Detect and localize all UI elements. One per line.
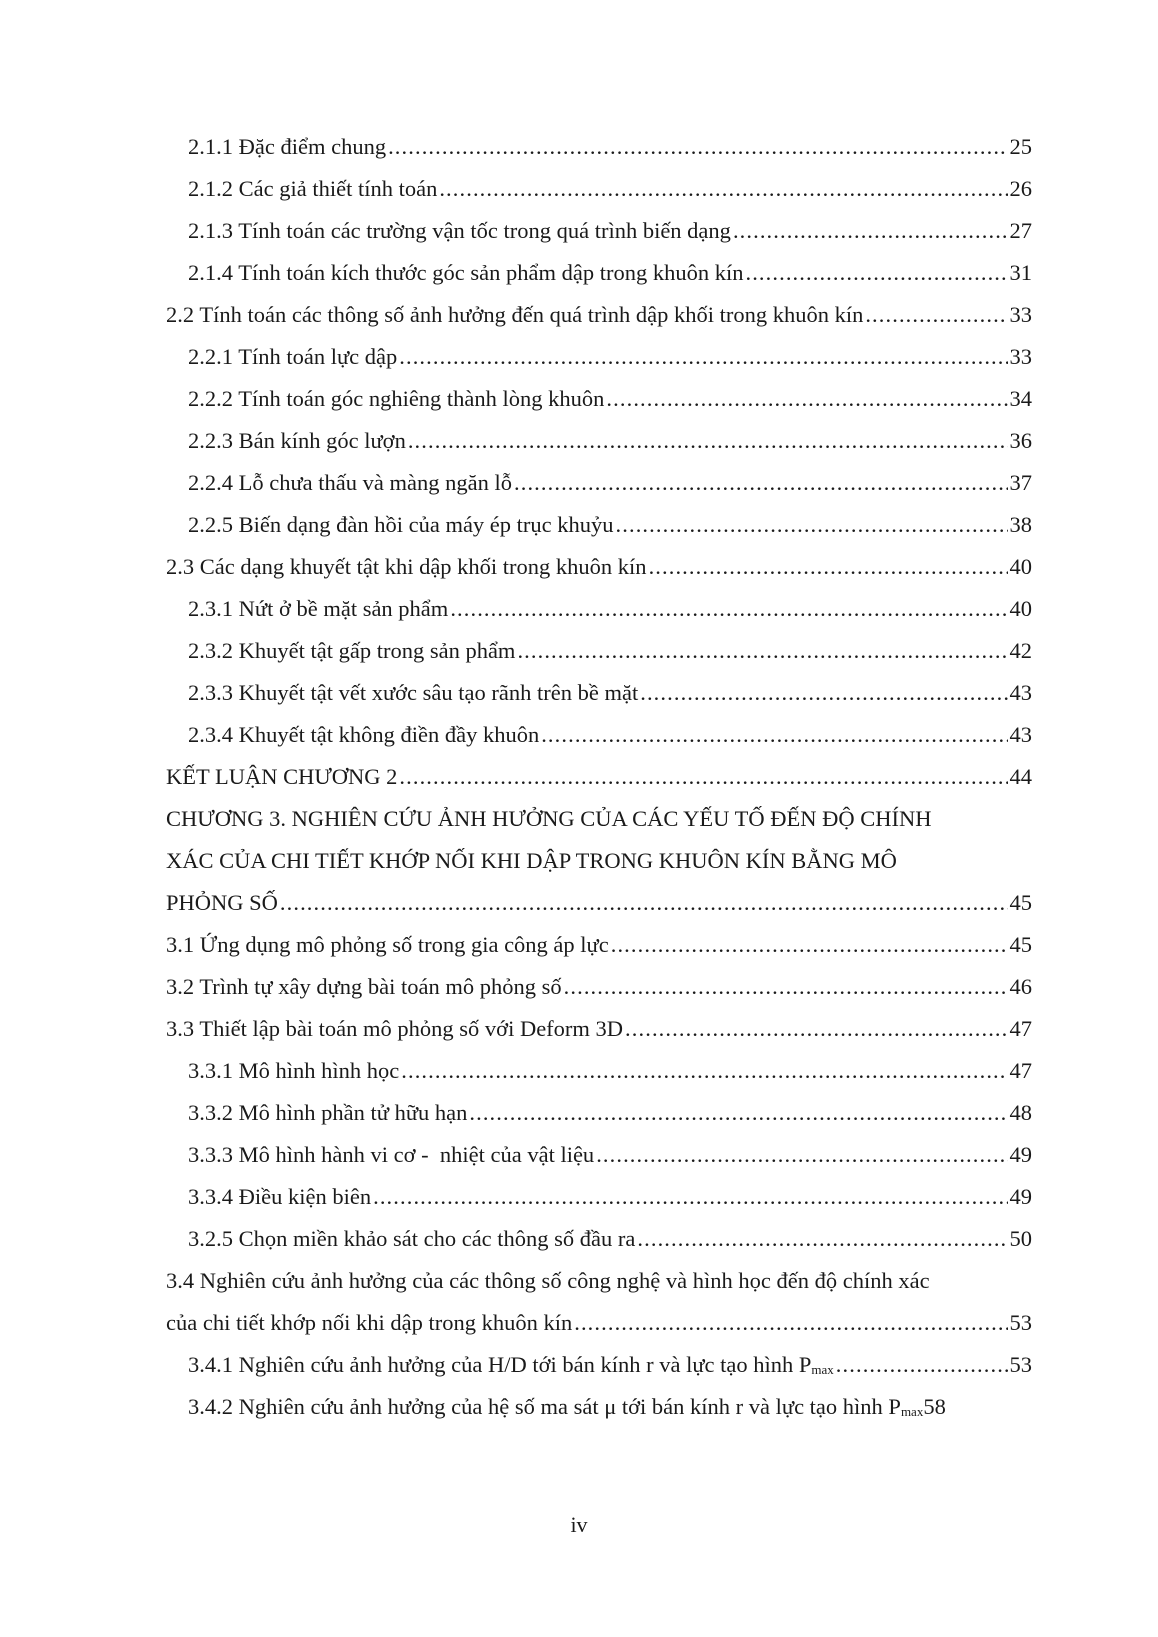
toc-entry-title: của chi tiết khớp nối khi dập trong khuôn kín [166, 1310, 573, 1335]
dot-leader [469, 1092, 1007, 1134]
toc-entry-title: 2.1.2 Các giả thiết tính toán [188, 176, 438, 201]
dot-leader [836, 1344, 1008, 1386]
toc-entry-page: 34 [1009, 386, 1032, 411]
toc-entry[interactable] [188, 1176, 1032, 1218]
toc-entry[interactable] [188, 252, 1032, 294]
dot-leader [388, 126, 1007, 168]
toc-entry-title: 3.3 Thiết lập bài toán mô phỏng số với Deform 3D [166, 1016, 624, 1041]
toc-entry-page: 48 [1009, 1100, 1032, 1125]
dot-leader [401, 1050, 1007, 1092]
toc-entry-title: 2.1.3 Tính toán các trường vận tốc trong quá trình biến dạng [188, 218, 731, 243]
toc-entry-page: 43 [1009, 680, 1032, 705]
toc-entry-page: 45 [1009, 932, 1032, 957]
toc-entry-page: 38 [1009, 512, 1032, 537]
toc-entry[interactable] [188, 588, 1032, 630]
toc-entry[interactable] [166, 924, 1032, 966]
toc-entry-title-line: CHƯƠNG 3. NGHIÊN CỨU ẢNH HƯỞNG CỦA CÁC YẾU TỐ ĐẾN ĐỘ CHÍNH [166, 806, 932, 831]
dot-leader [616, 504, 1008, 546]
toc-entry[interactable] [188, 1092, 1032, 1134]
dot-leader [625, 1008, 1007, 1050]
dot-leader [439, 168, 1007, 210]
toc-entry[interactable] [188, 420, 1032, 462]
toc-entry-page: 27 [1009, 218, 1032, 243]
toc-entry-page: 40 [1009, 596, 1032, 621]
dot-leader [865, 294, 1007, 336]
toc-entry-title: 2.2 Tính toán các thông số ảnh hưởng đến quá trình dập khối trong khuôn kín [166, 302, 864, 327]
toc-entry[interactable] [188, 126, 1032, 168]
toc-entry[interactable] [166, 756, 1032, 798]
toc-entry-title-text: 3.4.1 Nghiên cứu ảnh hưởng của H/D tới bán kính r và lực tạo hình P [188, 1352, 812, 1377]
dot-leader [611, 924, 1008, 966]
toc-entry[interactable] [188, 1218, 1032, 1260]
dot-leader [733, 210, 1008, 252]
toc-entry-last-line [166, 882, 1032, 924]
toc-entry-page: 36 [1009, 428, 1032, 453]
dot-leader [649, 546, 1008, 588]
dot-leader [745, 252, 1007, 294]
toc-entry-page: 44 [1009, 764, 1032, 789]
toc-entry-title: 3.3.4 Điều kiện biên [188, 1184, 372, 1209]
toc-entry[interactable] [188, 714, 1032, 756]
toc-entry-title: 2.2.3 Bán kính góc lượn [188, 428, 406, 453]
toc-entry-page: 31 [1009, 260, 1032, 285]
toc-entry-page: 50 [1009, 1226, 1032, 1251]
toc-entry-page: 49 [1009, 1184, 1032, 1209]
dot-leader [564, 966, 1008, 1008]
dot-leader [373, 1176, 1007, 1218]
toc-entry-page: 53 [1009, 1310, 1032, 1335]
toc-entry-title: 2.1.1 Đặc điểm chung [188, 134, 387, 159]
subscript: max [811, 1362, 834, 1377]
toc-entry-title: 2.2.4 Lỗ chưa thấu và màng ngăn lỗ [188, 470, 512, 495]
toc-entry[interactable] [188, 630, 1032, 672]
dot-leader [517, 630, 1007, 672]
toc-entry-title: 2.1.4 Tính toán kích thước góc sản phẩm dập trong khuôn kín [188, 260, 744, 285]
toc-entry-page: 25 [1009, 134, 1032, 159]
toc-entry-title-line: XÁC CỦA CHI TIẾT KHỚP NỐI KHI DẬP TRONG KHUÔN KÍN BẰNG MÔ [166, 848, 897, 873]
toc-entry-title: 2.2.1 Tính toán lực dập [188, 344, 398, 369]
toc-entry-title [188, 1344, 834, 1391]
toc-entry[interactable] [166, 294, 1032, 336]
toc-entry-last-line [166, 1302, 1032, 1344]
toc-entry[interactable] [188, 504, 1032, 546]
dot-leader [596, 1134, 1007, 1176]
toc-entry-chapter-3[interactable] [0, 798, 1158, 924]
toc-entry-title: 3.2 Trình tự xây dựng bài toán mô phỏng số [166, 974, 562, 999]
toc-entry-page: 43 [1009, 722, 1032, 747]
toc-entry[interactable] [188, 1050, 1032, 1092]
toc-entry-title: 2.3.1 Nứt ở bề mặt sản phẩm [188, 596, 449, 621]
toc-entry-page: 33 [1009, 344, 1032, 369]
toc-entry-page: 45 [1009, 890, 1032, 915]
toc-entry[interactable] [166, 966, 1032, 1008]
toc-entry[interactable] [166, 1008, 1032, 1050]
toc-entry-page: 40 [1009, 554, 1032, 579]
toc-entry-title: 2.3.4 Khuyết tật không điền đầy khuôn [188, 722, 540, 747]
toc-entry-title: 3.2.5 Chọn miền khảo sát cho các thông số đầu ra [188, 1226, 636, 1251]
dot-leader [399, 336, 1007, 378]
toc-entry-page: 47 [1009, 1016, 1032, 1041]
toc-entry-title: PHỎNG SỐ [166, 890, 278, 915]
toc-entry-page: 49 [1009, 1142, 1032, 1167]
toc-entry-page: 37 [1009, 470, 1032, 495]
toc-entry-title-line: 3.4 Nghiên cứu ảnh hưởng của các thông số công nghệ và hình học đến độ chính xác [166, 1268, 930, 1293]
dot-leader [606, 378, 1007, 420]
toc-entry-page: 53 [1009, 1352, 1032, 1377]
dot-leader [514, 462, 1008, 504]
toc-entry-title [188, 1386, 923, 1433]
toc-entry-page: 47 [1009, 1058, 1032, 1083]
page-number: iv [570, 1512, 588, 1537]
table-of-contents [0, 126, 1158, 1428]
toc-entry-title-text: 3.4.2 Nghiên cứu ảnh hưởng của hệ số ma sát μ tới bán kính r và lực tạo hình P [188, 1394, 901, 1419]
toc-entry-title: 2.3 Các dạng khuyết tật khi dập khối trong khuôn kín [166, 554, 647, 579]
dot-leader [280, 882, 1008, 924]
toc-entry[interactable] [188, 1134, 1032, 1176]
toc-entry[interactable] [188, 672, 1032, 714]
dot-leader [574, 1302, 1007, 1344]
dot-leader [640, 672, 1007, 714]
toc-entry[interactable] [166, 546, 1032, 588]
toc-entry-title: 2.2.5 Biến dạng đàn hồi của máy ép trục khuỷu [188, 512, 614, 537]
toc-entry-title: KẾT LUẬN CHƯƠNG 2 [166, 764, 398, 789]
toc-entry[interactable] [188, 336, 1032, 378]
toc-entry-section-3-4[interactable] [0, 1260, 1158, 1344]
toc-entry-title: 3.3.3 Mô hình hành vi cơ - nhiệt của vật liệu [188, 1142, 595, 1167]
toc-entry-title: 3.3.2 Mô hình phần tử hữu hạn [188, 1100, 468, 1125]
toc-entry-page: 42 [1009, 638, 1032, 663]
toc-entry[interactable] [188, 168, 1032, 210]
subscript: max [900, 1404, 924, 1419]
dot-leader [408, 420, 1008, 462]
toc-entry[interactable] [188, 1344, 1032, 1386]
dot-leader [541, 714, 1007, 756]
toc-entry-page: 58 [923, 1394, 946, 1419]
toc-entry[interactable] [188, 378, 1032, 420]
toc-entry[interactable] [188, 462, 1032, 504]
toc-entry-page: 33 [1009, 302, 1032, 327]
toc-entry-title: 3.1 Ứng dụng mô phỏng số trong gia công áp lực [166, 932, 609, 957]
dot-leader [637, 1218, 1007, 1260]
toc-entry-page: 46 [1009, 974, 1032, 999]
toc-entry-title: 2.3.3 Khuyết tật vết xước sâu tạo rãnh trên bề mặt [188, 680, 639, 705]
toc-entry-title: 3.3.1 Mô hình hình học [188, 1058, 400, 1083]
toc-entry[interactable] [188, 1386, 1032, 1428]
toc-entry-title: 2.2.2 Tính toán góc nghiêng thành lòng khuôn [188, 386, 605, 411]
toc-entry-title: 2.3.2 Khuyết tật gấp trong sản phẩm [188, 638, 516, 663]
dot-leader [399, 756, 1007, 798]
toc-entry-page: 26 [1009, 176, 1032, 201]
toc-entry[interactable] [188, 210, 1032, 252]
dot-leader [450, 588, 1007, 630]
